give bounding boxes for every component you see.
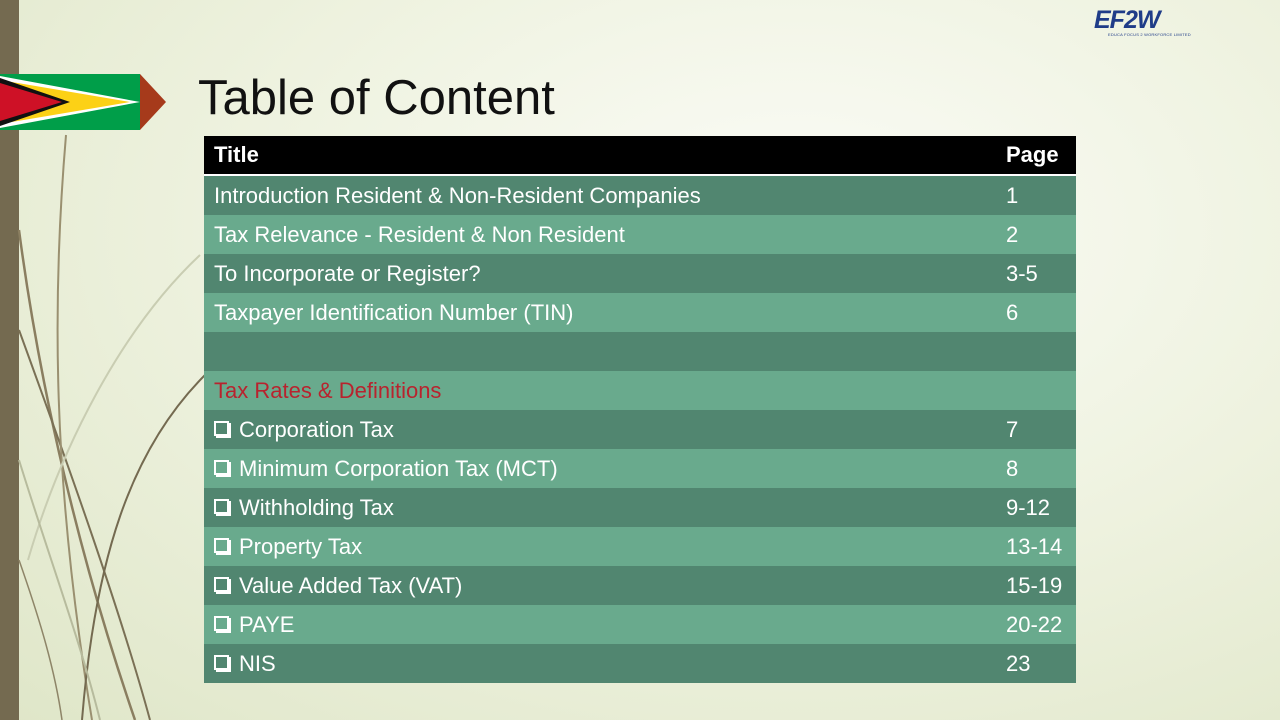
row-title	[204, 332, 996, 371]
checkbox-bullet-icon	[214, 421, 229, 436]
row-title: Introduction Resident & Non-Resident Companies	[204, 175, 996, 215]
row-page: 8	[996, 449, 1076, 488]
table-row	[204, 215, 1076, 254]
checkbox-bullet-icon	[214, 577, 229, 592]
row-page: 1	[996, 175, 1076, 215]
checkbox-bullet-icon	[214, 616, 229, 631]
checkbox-bullet-icon	[214, 499, 229, 514]
logo-text: EF2W	[1094, 6, 1160, 34]
table-row	[204, 175, 1076, 215]
slide-title: Table of Content	[198, 71, 555, 125]
guyana-flag-arrow	[0, 74, 168, 130]
table-row	[204, 449, 1076, 488]
row-title-cell	[204, 527, 996, 566]
table-row	[204, 488, 1076, 527]
row-page: 7	[996, 410, 1076, 449]
row-page: 20-22	[996, 605, 1076, 644]
row-title-cell	[204, 449, 996, 488]
logo-subtitle: EDUCA FOCUS 2 WORKFORCE LIMITED	[1108, 32, 1191, 37]
row-page	[996, 332, 1076, 371]
row-page	[996, 371, 1076, 410]
checkbox-bullet-icon	[214, 460, 229, 475]
table-row	[204, 410, 1076, 449]
row-title-cell	[204, 410, 996, 449]
column-header-title: Title	[204, 136, 996, 175]
ef2w-logo	[1094, 6, 1206, 40]
table-row	[204, 254, 1076, 293]
toc-table	[204, 136, 1076, 683]
checkbox-bullet-icon	[214, 538, 229, 553]
row-title-cell	[204, 566, 996, 605]
row-page: 3-5	[996, 254, 1076, 293]
row-title: Value Added Tax (VAT)	[239, 572, 463, 598]
row-title: Taxpayer Identification Number (TIN)	[204, 293, 996, 332]
row-title: Withholding Tax	[239, 494, 394, 520]
row-title: Property Tax	[239, 533, 363, 559]
row-title: NIS	[239, 650, 276, 676]
row-title: Minimum Corporation Tax (MCT)	[239, 455, 558, 481]
section-heading: Tax Rates & Definitions	[204, 371, 996, 410]
row-page: 9-12	[996, 488, 1076, 527]
row-title-cell	[204, 488, 996, 527]
section-heading-row	[204, 371, 1076, 410]
table-row-empty	[204, 332, 1076, 371]
column-header-page: Page	[996, 136, 1076, 175]
row-page: 13-14	[996, 527, 1076, 566]
row-page: 15-19	[996, 566, 1076, 605]
row-page: 2	[996, 215, 1076, 254]
row-page: 23	[996, 644, 1076, 683]
table-row	[204, 605, 1076, 644]
row-title: Corporation Tax	[239, 416, 394, 442]
table-row	[204, 293, 1076, 332]
row-page: 6	[996, 293, 1076, 332]
row-title-cell	[204, 644, 996, 683]
table-header-row	[204, 136, 1076, 175]
table-row	[204, 566, 1076, 605]
table-row	[204, 644, 1076, 683]
table-row	[204, 527, 1076, 566]
row-title: To Incorporate or Register?	[204, 254, 996, 293]
row-title: PAYE	[239, 611, 295, 637]
checkbox-bullet-icon	[214, 655, 229, 670]
row-title-cell	[204, 605, 996, 644]
row-title: Tax Relevance - Resident & Non Resident	[204, 215, 996, 254]
